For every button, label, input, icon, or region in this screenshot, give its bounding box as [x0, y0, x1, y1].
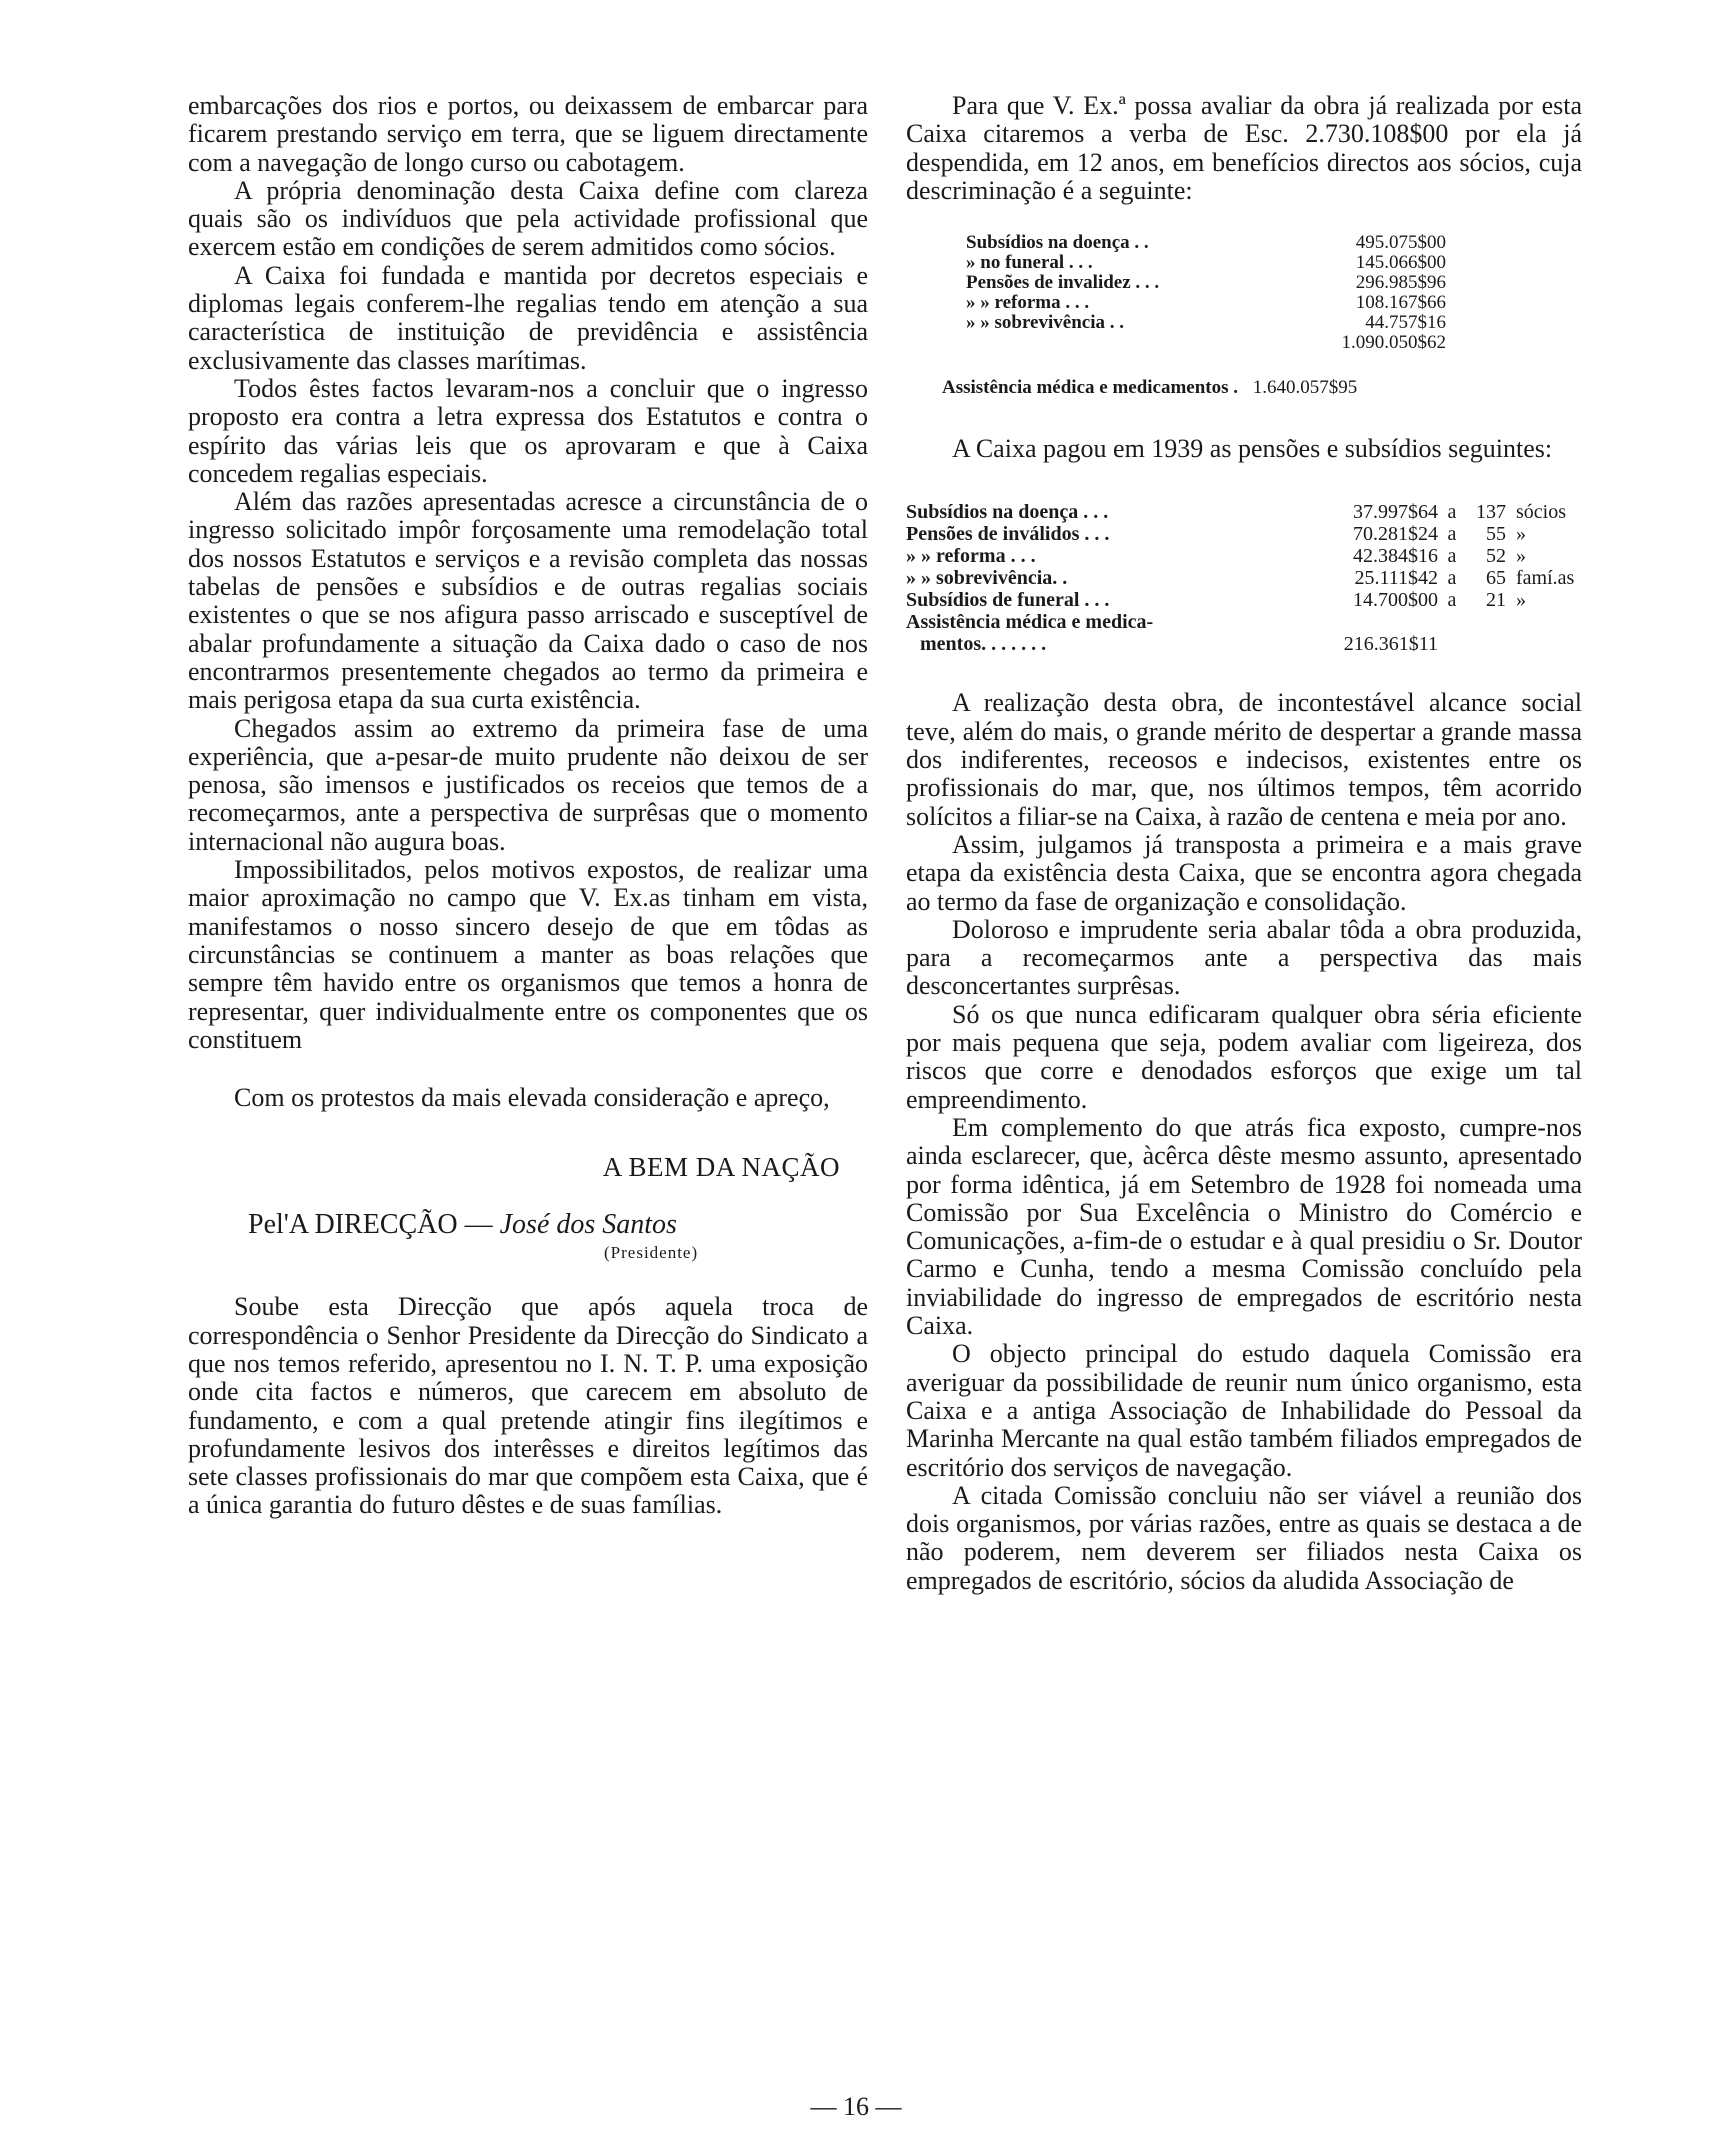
row-label: » no funeral . . .: [966, 252, 1093, 274]
table-row: [966, 293, 1446, 313]
signature-name: José dos Santos: [499, 1209, 677, 1241]
row-a: a: [1447, 567, 1457, 590]
row-a: a: [1447, 589, 1457, 612]
row-who: [1506, 611, 1574, 633]
table-row: [906, 523, 1574, 545]
row-a: a: [1447, 501, 1457, 524]
right-paragraph-2: Assim, julgamos já transposta a primeira e a mais grave etapa da existência desta Caixa, que se encontra agora chegada ao termo da fase de organização e consolidação.: [906, 829, 1582, 916]
table-row: [906, 611, 1574, 633]
table-row: [966, 273, 1446, 293]
left-paragraph-2: A própria denominação desta Caixa define com clareza quais são os indivíduos que pela actividade profissional que exercem estão em condições de serem admitidos como sócios.: [188, 175, 868, 262]
row-value: 108.167$66: [1355, 292, 1446, 314]
page-number: — 16 —: [810, 2092, 902, 2121]
table-row: [966, 313, 1446, 333]
row-value: 495.075$00: [1355, 232, 1446, 254]
left-paragraph-5: Além das razões apresentadas acresce a circunstância de o ingresso solicitado impôr forçosamente uma remodelação total dos nossos Estatutos e serviços e a revisão completa das nossas tabelas de pensões e subsídios e de outras regalias sociais existentes o que se nos afigura passo arriscado e susceptível de abalar profundamente a situação da Caixa dado o caso de nos encontrarmos presentemente chegados ao termo da primeira e mais perigosa etapa da sua curta existência.: [188, 487, 868, 715]
row-count: [1466, 611, 1506, 633]
left-paragraph-1: embarcações dos rios e portos, ou deixassem de embarcar para ficarem prestando serviço em terra, que se liguem directamente com a navegação de longo curso ou cabotagem.: [188, 91, 868, 177]
row-label: » » reforma . . .: [966, 292, 1090, 314]
medical-assistance-line: [942, 377, 1582, 399]
table-row: [906, 589, 1574, 611]
row-label: Assistência médica e medica-: [906, 611, 1154, 634]
paid-intro: A Caixa pagou em 1939 as pensões e subsídios seguintes:: [952, 434, 1553, 464]
row-who: »: [1516, 545, 1526, 568]
row-a: [1438, 633, 1466, 655]
row-value: 44.757$16: [1365, 312, 1446, 334]
row-value: 37.997$64: [1353, 501, 1438, 524]
table-row: [906, 567, 1574, 589]
row-who: sócios: [1516, 501, 1566, 524]
row-count: 137: [1476, 501, 1506, 524]
row-value: 145.066$00: [1355, 252, 1446, 274]
table-row: [966, 233, 1446, 253]
row-value: 42.384$16: [1353, 545, 1438, 568]
row-label: » » reforma . . .: [906, 545, 1036, 568]
signature-role: (Presidente): [604, 1243, 699, 1263]
row-label: » » sobrevivência . .: [966, 312, 1124, 334]
row-a: a: [1447, 523, 1457, 546]
table-row: [906, 501, 1574, 523]
row-count: 52: [1486, 545, 1506, 568]
right-paragraph-7: A citada Comissão concluiu não ser viável a reunião dos dois organismos, por várias razões, entre as quais se destaca a de não poderem, nem deverem ser filiados nesta Caixa os empregados de escritório, sócios da aludida Associação de: [906, 1480, 1582, 1595]
table-row: [966, 253, 1446, 273]
payments-1939-table: [906, 501, 1574, 655]
row-a: [1438, 611, 1466, 633]
motto: A BEM DA NAÇÃO: [602, 1152, 840, 1183]
row-label: [966, 333, 1296, 353]
medical-value: 1.640.057$95: [1252, 377, 1358, 399]
row-label: Pensões de inválidos . . .: [906, 523, 1110, 546]
row-count: 21: [1486, 589, 1506, 612]
left-paragraph-4: Todos êstes factos levaram-nos a concluir que o ingresso proposto era contra a letra expressa dos Estatutos e contra o espírito das várias leis que os aprovaram e que à Caixa concedem regalias especiais.: [188, 373, 868, 488]
right-column: [906, 92, 1582, 1595]
row-a: a: [1447, 545, 1457, 568]
right-paragraph-3: Doloroso e imprudente seria abalar tôda a obra produzida, para a recomeçarmos ante a perspectiva das mais desconcertantes surprêsas.: [906, 914, 1582, 1001]
row-value: 1.090.050$62: [1341, 332, 1446, 354]
row-count: 55: [1486, 523, 1506, 546]
right-paragraph-5: Em complemento do que atrás fica exposto, cumpre-nos ainda esclarecer, que, àcêrca dêste mesmo assunto, apresentado por forma idêntica, já em Setembro de 1928 foi nomeada uma Comissão por Sua Excelência o Ministro do Comércio e Comunicações, a-fim-de o estudar e à qual presidiu o Sr. Doutor Carmo e Cunha, tendo a mesma Comissão concluído pela inviabilidade do ingresso de empregados de escritório nesta Caixa.: [906, 1112, 1582, 1341]
row-value: 216.361$11: [1343, 633, 1438, 656]
left-paragraph-7: Impossibilitados, pelos motivos expostos, de realizar uma maior aproximação no campo que V. Ex.as tinham em vista, manifestamos o nosso sincero desejo de que em tôdas as circunstâncias se continuem a manter as boas relações que sempre têm havido entre os organismos que temos a honra de representar, quer individualmente entre os componentes que os constituem: [188, 855, 868, 1054]
table-row: [906, 633, 1574, 655]
right-paragraph-4: Só os que nunca edificaram qualquer obra séria eficiente por mais pequena que seja, podem avaliar com ligeireza, dos riscos que corre e denodados esforços que exige um tal empreendimento.: [906, 999, 1582, 1114]
row-value: 25.111$42: [1354, 567, 1438, 590]
row-label: Subsídios na doença . .: [966, 232, 1149, 254]
left-paragraph-after: Soube esta Direcção que após aquela troca de correspondência o Senhor Presidente da Direcção do Sindicato a que nos temos referido, apresentou no I. N. T. P. uma exposição onde cita factos e números, que carecem em absoluto de fundamento, e com a qual pretende atingir fins ilegítimos e profundamente lesivos dos interêsses e direitos legítimos das sete classes profissionais do mar que compõem esta Caixa, que é a única garantia do futuro dêstes e de suas famílias.: [188, 1292, 868, 1520]
left-paragraph-3: A Caixa foi fundada e mantida por decretos especiais e diplomas legais conferem-lhe regalias tendo em atenção a sua característica de instituição de previdência e assistência exclusivamente das classes marítimas.: [188, 260, 868, 375]
left-column: [188, 92, 868, 1520]
row-label: mentos. . . . . . .: [920, 633, 1047, 656]
row-value: 70.281$24: [1353, 523, 1438, 546]
row-value: 296.985$96: [1355, 272, 1446, 294]
row-who: »: [1516, 589, 1526, 612]
row-who: famí.as: [1516, 567, 1575, 590]
table-row: [906, 545, 1574, 567]
row-who: »: [1516, 523, 1526, 546]
right-paragraph-1: A realização desta obra, de incontestável alcance social teve, além do mais, o grande mérito de despertar a grande massa dos indiferentes, receosos e indecisos, existentes entre os profissionais do mar, que, nos últimos tempos, têm acorrido solícitos a filiar-se na Caixa, à razão de centena e meia por ano.: [906, 688, 1582, 831]
right-intro: Para que V. Ex.ª possa avaliar da obra já realizada por esta Caixa citaremos a verba de Esc. 2.730.108$00 por ela já despendida, em 12 anos, em benefícios directos aos sócios, cuja descriminação é a seguinte:: [906, 91, 1582, 205]
row-count: 65: [1486, 567, 1506, 590]
row-label: Subsídios na doença . . .: [906, 501, 1109, 524]
right-paragraph-6: O objecto principal do estudo daquela Comissão era averiguar da possibilidade de reunir num único organismo, esta Caixa e a antiga Associação de Inhabilidade do Pessoal da Marinha Mercante na qual estão também filiados empregados de escritório dos serviços de navegação.: [906, 1339, 1582, 1482]
row-value: [1290, 611, 1438, 633]
row-label: Subsídios de funeral . . .: [906, 589, 1110, 612]
table-row-total: [966, 333, 1446, 353]
expenditure-table: [966, 233, 1446, 353]
signature: [248, 1209, 868, 1241]
medical-label: Assistência médica e medicamentos .: [942, 377, 1239, 399]
closing-paragraph: Com os protestos da mais elevada consideração e apreço,: [234, 1083, 830, 1113]
row-label: Pensões de invalidez . . .: [966, 272, 1160, 294]
left-paragraph-6: Chegados assim ao extremo da primeira fase de uma experiência, que a-pesar-de muito prudente não deixou de ser penosa, são imensos e justificados os receios que temos de a recomeçarmos, ante a perspectiva de surprêsas que o momento internacional não augura boas.: [188, 713, 868, 856]
row-who: [1506, 633, 1574, 655]
row-count: [1466, 633, 1506, 655]
signature-prefix: Pel'A DIRECÇÃO —: [248, 1209, 493, 1241]
row-value: 14.700$00: [1353, 589, 1438, 612]
row-label: » » sobrevivência. .: [906, 567, 1068, 590]
